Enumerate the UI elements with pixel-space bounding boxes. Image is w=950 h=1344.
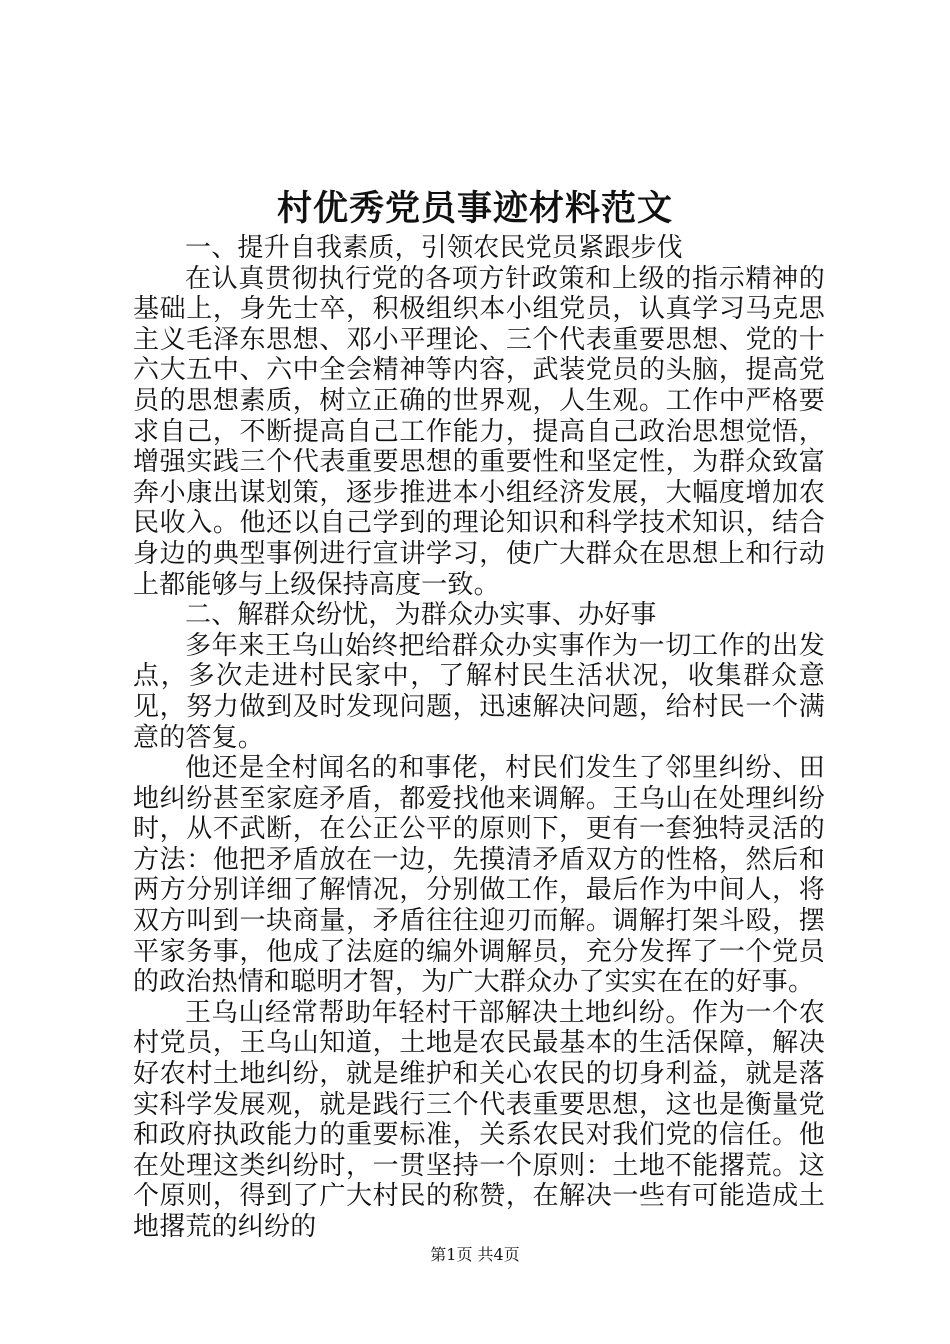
page-footer <box>0 1244 950 1266</box>
document-body <box>133 233 825 1243</box>
page-number: 第1页 <box>430 1245 473 1264</box>
section-heading-2: 二、解群众纷忧，为群众办实事、办好事 <box>185 600 657 631</box>
paragraph-4: 王乌山经常帮助年轻村干部解决土地纠纷。作为一个农村党员，王乌山知道，土地是农民最基本的生活保障，解决好农村土地纠纷，就是维护和关心农民的切身利益，就是落实科学发展观，就是践行三个代表重要思想，这也是衡量党和政府执政能力的重要标准，关系农民对我们党的信任。他在处理这类纠纷时，一贯坚持一个原则：土地不能撂荒。这个原则，得到了广大村民的称赞，在解决一些有可能造成土地撂荒的纠纷的 <box>133 997 825 1242</box>
paragraph-3: 他还是全村闻名的和事佬，村民们发生了邻里纠纷、田地纠纷甚至家庭矛盾，都爱找他来调解。王乌山在处理纠纷时，从不武断，在公正公平的原则下，更有一套独特灵活的方法：他把矛盾放在一边，先摸清矛盾双方的性格，然后和两方分别详细了解情况，分别做工作，最后作为中间人，将双方叫到一块商量，矛盾往往迎刃而解。调解打架斗殴，摆平家务事，他成了法庭的编外调解员，充分发挥了一个党员的政治热情和聪明才智，为广大群众办了实实在在的好事。 <box>133 753 825 998</box>
page-total: 共4页 <box>477 1245 520 1264</box>
section-heading-1: 一、提升自我素质，引领农民党员紧跟步伐 <box>185 233 683 263</box>
page-title: 村优秀党员事迹材料范文 <box>276 188 673 229</box>
paragraph-1: 在认真贯彻执行党的各项方针政策和上级的指示精神的基础上，身先士卒，积极组织本小组党员，认真学习马克思主义毛泽东思想、邓小平理论、三个代表重要思想、党的十六大五中、六中全会精神等内容，武装党员的头脑，提高党员的思想素质，树立正确的世界观，人生观。工作中严格要求自己，不断提高自己工作能力，提高自己政治思想觉悟，增强实践三个代表重要思想的重要性和坚定性，为群众致富奔小康出谋划策，逐步推进本小组经济发展，大幅度增加农民收入。他还以自己学到的理论知识和科学技术知识，结合身边的典型事例进行宣讲学习，使广大群众在思想上和行动上都能够与上级保持高度一致。 <box>133 263 825 600</box>
paragraph-2: 多年来王乌山始终把给群众办实事作为一切工作的出发点，多次走进村民家中，了解村民生活状况，收集群众意见，努力做到及时发现问题，迅速解决问题，给村民一个满意的答复。 <box>133 630 825 753</box>
